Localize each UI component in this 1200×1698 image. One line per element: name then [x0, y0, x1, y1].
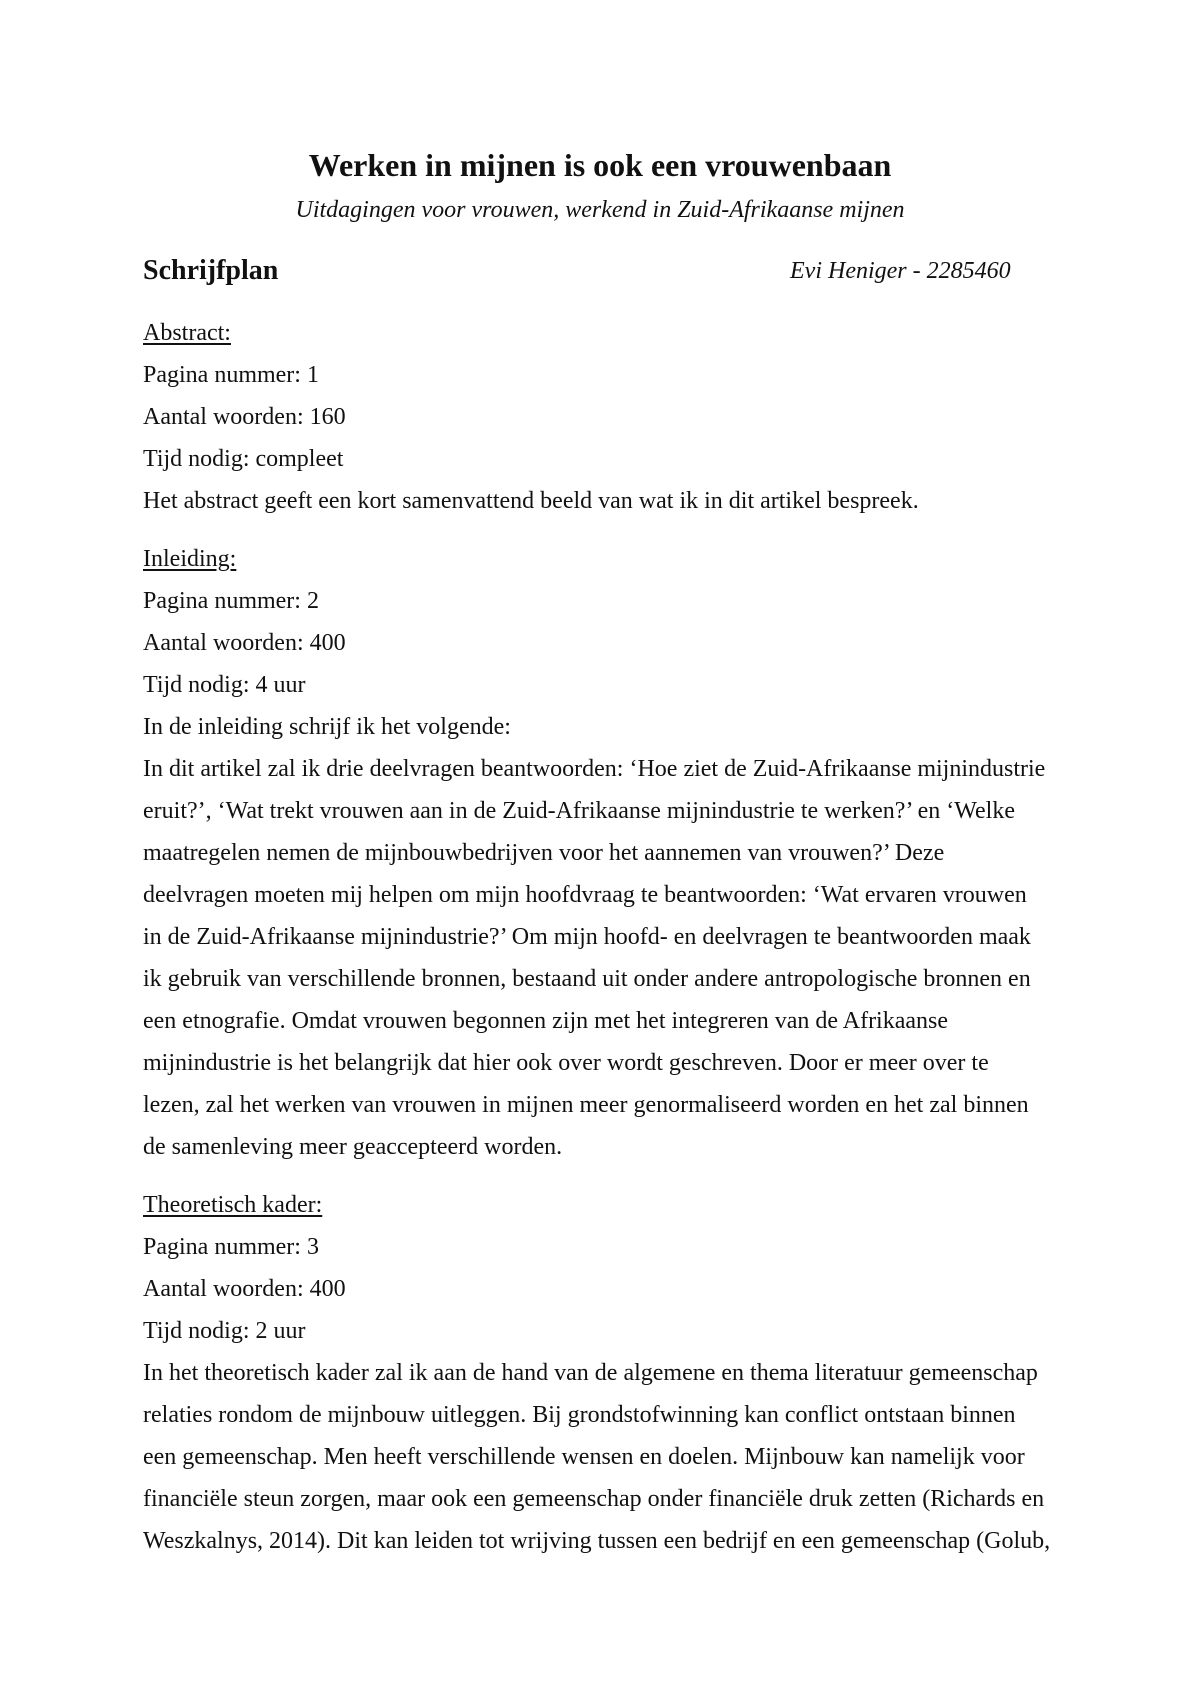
- meta-word-count: Aantal woorden: 400: [143, 1276, 346, 1302]
- paragraph-line: lezen, zal het werken van vrouwen in mijnen meer genormaliseerd worden en het zal binnen: [143, 1092, 1029, 1118]
- plan-header-row: [143, 250, 1057, 292]
- section-heading: Abstract:: [143, 320, 231, 346]
- paragraph-line: een etnografie. Omdat vrouwen begonnen zijn met het integreren van de Afrikaanse: [143, 1008, 949, 1034]
- paragraph-line: In het theoretisch kader zal ik aan de hand van de algemene en thema literatuur gemeenschap: [143, 1360, 1038, 1386]
- paragraph-line: In de inleiding schrijf ik het volgende:: [143, 714, 511, 740]
- section-heading: Inleiding:: [143, 546, 237, 572]
- meta-word-count: Aantal woorden: 400: [143, 630, 346, 656]
- meta-page-number: Pagina nummer: 2: [143, 588, 319, 614]
- document-subtitle: Uitdagingen voor vrouwen, werkend in Zuid-Afrikaanse mijnen: [295, 197, 905, 223]
- paragraph-line: ik gebruik van verschillende bronnen, bestaand uit onder andere antropologische bronnen en: [143, 966, 1031, 992]
- meta-page-number: Pagina nummer: 1: [143, 362, 319, 388]
- section-heading: Theoretisch kader:: [143, 1192, 323, 1218]
- author-line: Evi Heniger - 2285460: [790, 258, 1011, 284]
- meta-time-needed: Tijd nodig: compleet: [143, 446, 344, 472]
- paragraph-line: eruit?’, ‘Wat trekt vrouwen aan in de Zuid-Afrikaanse mijnindustrie te werken?’ en ‘Welke: [143, 798, 1016, 824]
- meta-word-count: Aantal woorden: 160: [143, 404, 346, 430]
- paragraph-line: In dit artikel zal ik drie deelvragen beantwoorden: ‘Hoe ziet de Zuid-Afrikaanse mijnindustrie: [143, 756, 1046, 782]
- meta-time-needed: Tijd nodig: 2 uur: [143, 1318, 306, 1344]
- paragraph-line: een gemeenschap. Men heeft verschillende wensen en doelen. Mijnbouw kan namelijk voor: [143, 1444, 1025, 1470]
- paragraph-line: in de Zuid-Afrikaanse mijnindustrie?’ Om mijn hoofd- en deelvragen te beantwoorden maak: [143, 924, 1031, 950]
- section-inleiding: [143, 538, 1057, 1168]
- paragraph-line: Weszkalnys, 2014). Dit kan leiden tot wrijving tussen een bedrijf en een gemeenschap (Golub,: [143, 1528, 1051, 1554]
- plan-heading: Schrijfplan: [143, 255, 279, 286]
- document-body: [143, 312, 1057, 1578]
- paragraph-line: financiële steun zorgen, maar ook een gemeenschap onder financiële druk zetten (Richards en: [143, 1486, 1045, 1512]
- paragraph-line: de samenleving meer geaccepteerd worden.: [143, 1134, 563, 1160]
- meta-time-needed: Tijd nodig: 4 uur: [143, 672, 306, 698]
- paragraph-line: relaties rondom de mijnbouw uitleggen. Bij grondstofwinning kan conflict ontstaan binnen: [143, 1402, 1016, 1428]
- paragraph-line: maatregelen nemen de mijnbouwbedrijven voor het aannemen van vrouwen?’ Deze: [143, 840, 945, 866]
- section-theoretisch-kader: [143, 1184, 1057, 1562]
- paragraph-line: Het abstract geeft een kort samenvattend beeld van wat ik in dit artikel bespreek.: [143, 488, 919, 514]
- paragraph-line: mijnindustrie is het belangrijk dat hier ook over wordt geschreven. Door er meer over te: [143, 1050, 989, 1076]
- paragraph-line: deelvragen moeten mij helpen om mijn hoofdvraag te beantwoorden: ‘Wat ervaren vrouwen: [143, 882, 1027, 908]
- meta-page-number: Pagina nummer: 3: [143, 1234, 319, 1260]
- section-abstract: [143, 312, 1057, 522]
- document-title: Werken in mijnen is ook een vrouwenbaan: [308, 147, 892, 183]
